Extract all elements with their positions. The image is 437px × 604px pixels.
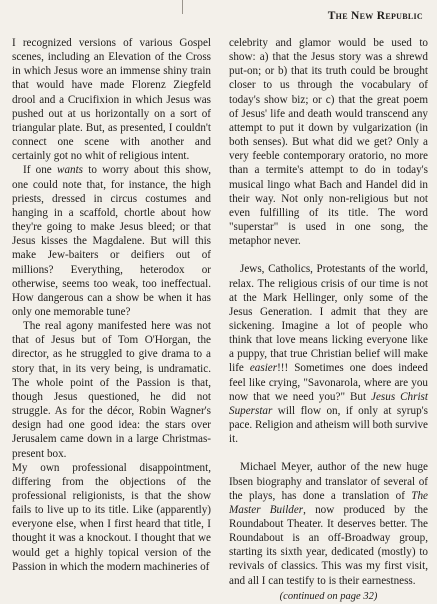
right-column xyxy=(229,36,428,604)
paragraph: The real agony manifested here was not that of Jesus but of Tom O'Horgan, the director, as he struggled to give drama to a story that, in its very being, is undramatic. The whole point of the Passion is that, though Jesus questioned, he did not struggle. As for the décor, Robin Wagner's design had one good idea: the stars over Jerusalem came down in a large Christmas-present box. xyxy=(12,320,211,460)
paragraph: Michael Meyer, author of the new huge Ibsen biography and translator of several of the plays, has done a translation of The Master Builder, now produced by the Roundabout Theater. It deserves better. The Roundabout is an off-Broadway group, starting its sixth year, dedicated (mostly) to revivals of classics. This was my first visit, and all I can testify to is their earnestness. xyxy=(229,461,428,587)
left-column xyxy=(12,36,211,574)
masthead: The New Republic xyxy=(327,10,423,22)
paragraph: celebrity and glamor would be used to show: a) that the Jesus story was a shrewd put-on; or b) that its truth could be brought closer to us through the vocabulary of today's show biz; or c) that the great poem of Jesus' life and death would transcend any attempt to put it down by vulgarization (in both senses). But what did we get? Only a very feeble contemporary oratorio, no more than a termite's attempt to do in today's musical lingo what Bach and Handel did in their way. Not only non-religious but not even fulfilling of its title. The word "superstar" is used in one song, the metaphor never. xyxy=(229,37,428,248)
paragraph: My own professional disappointment, differing from the objections of the professional religionists, is that the show fails to live up to its title. Like (apparently) everyone else, when I first heard that title, I thought it was a knockout. I thought that we would get a highly topical version of the Passion in which the modern machineries of xyxy=(12,461,211,573)
paragraph: If one wants to worry about this show, one could note that, for instance, the high priests, dressed in circus costumes and hanging in a scaffold, chortle about how they're going to make Jesus bleed; or that Jesus kisses the Magdalene. But will this make Jew-baiters or deifiers out of millions? Everything, heterodox or otherwise, seems too weak, too ineffectual. How dangerous can a show be when it has only one memorable tune? xyxy=(12,164,211,318)
page-crease-mark xyxy=(182,0,183,14)
paragraph: Jews, Catholics, Protestants of the world, relax. The religious crisis of our time is not at the Mark Hellinger, only some of the Jesus Generation. I admit that they are sickening. Imagine a lot of people who think that love means licking everyone like a puppy, that true Christian belief will make life easier!!! Sometimes one does indeed feel like crying, "Savonarola, where are you now that we need you?" But Jesus Christ Superstar will flow on, if only at syrup's pace. Religion and atheism will both survive it. xyxy=(229,263,428,446)
continued-note: (continued on page 32) xyxy=(279,590,378,602)
paragraph: I recognized versions of various Gospel scenes, including an Elevation of the Cross in which Jesus wore an immense shiny train that would have made Florenz Ziegfeld drool and a Crucifixion in which Jesus was pushed out at us horizontally on a sort of triangular plate. But, as presented, I couldn't connect one scene with another and certainly got no whit of religious intent. xyxy=(12,37,211,163)
